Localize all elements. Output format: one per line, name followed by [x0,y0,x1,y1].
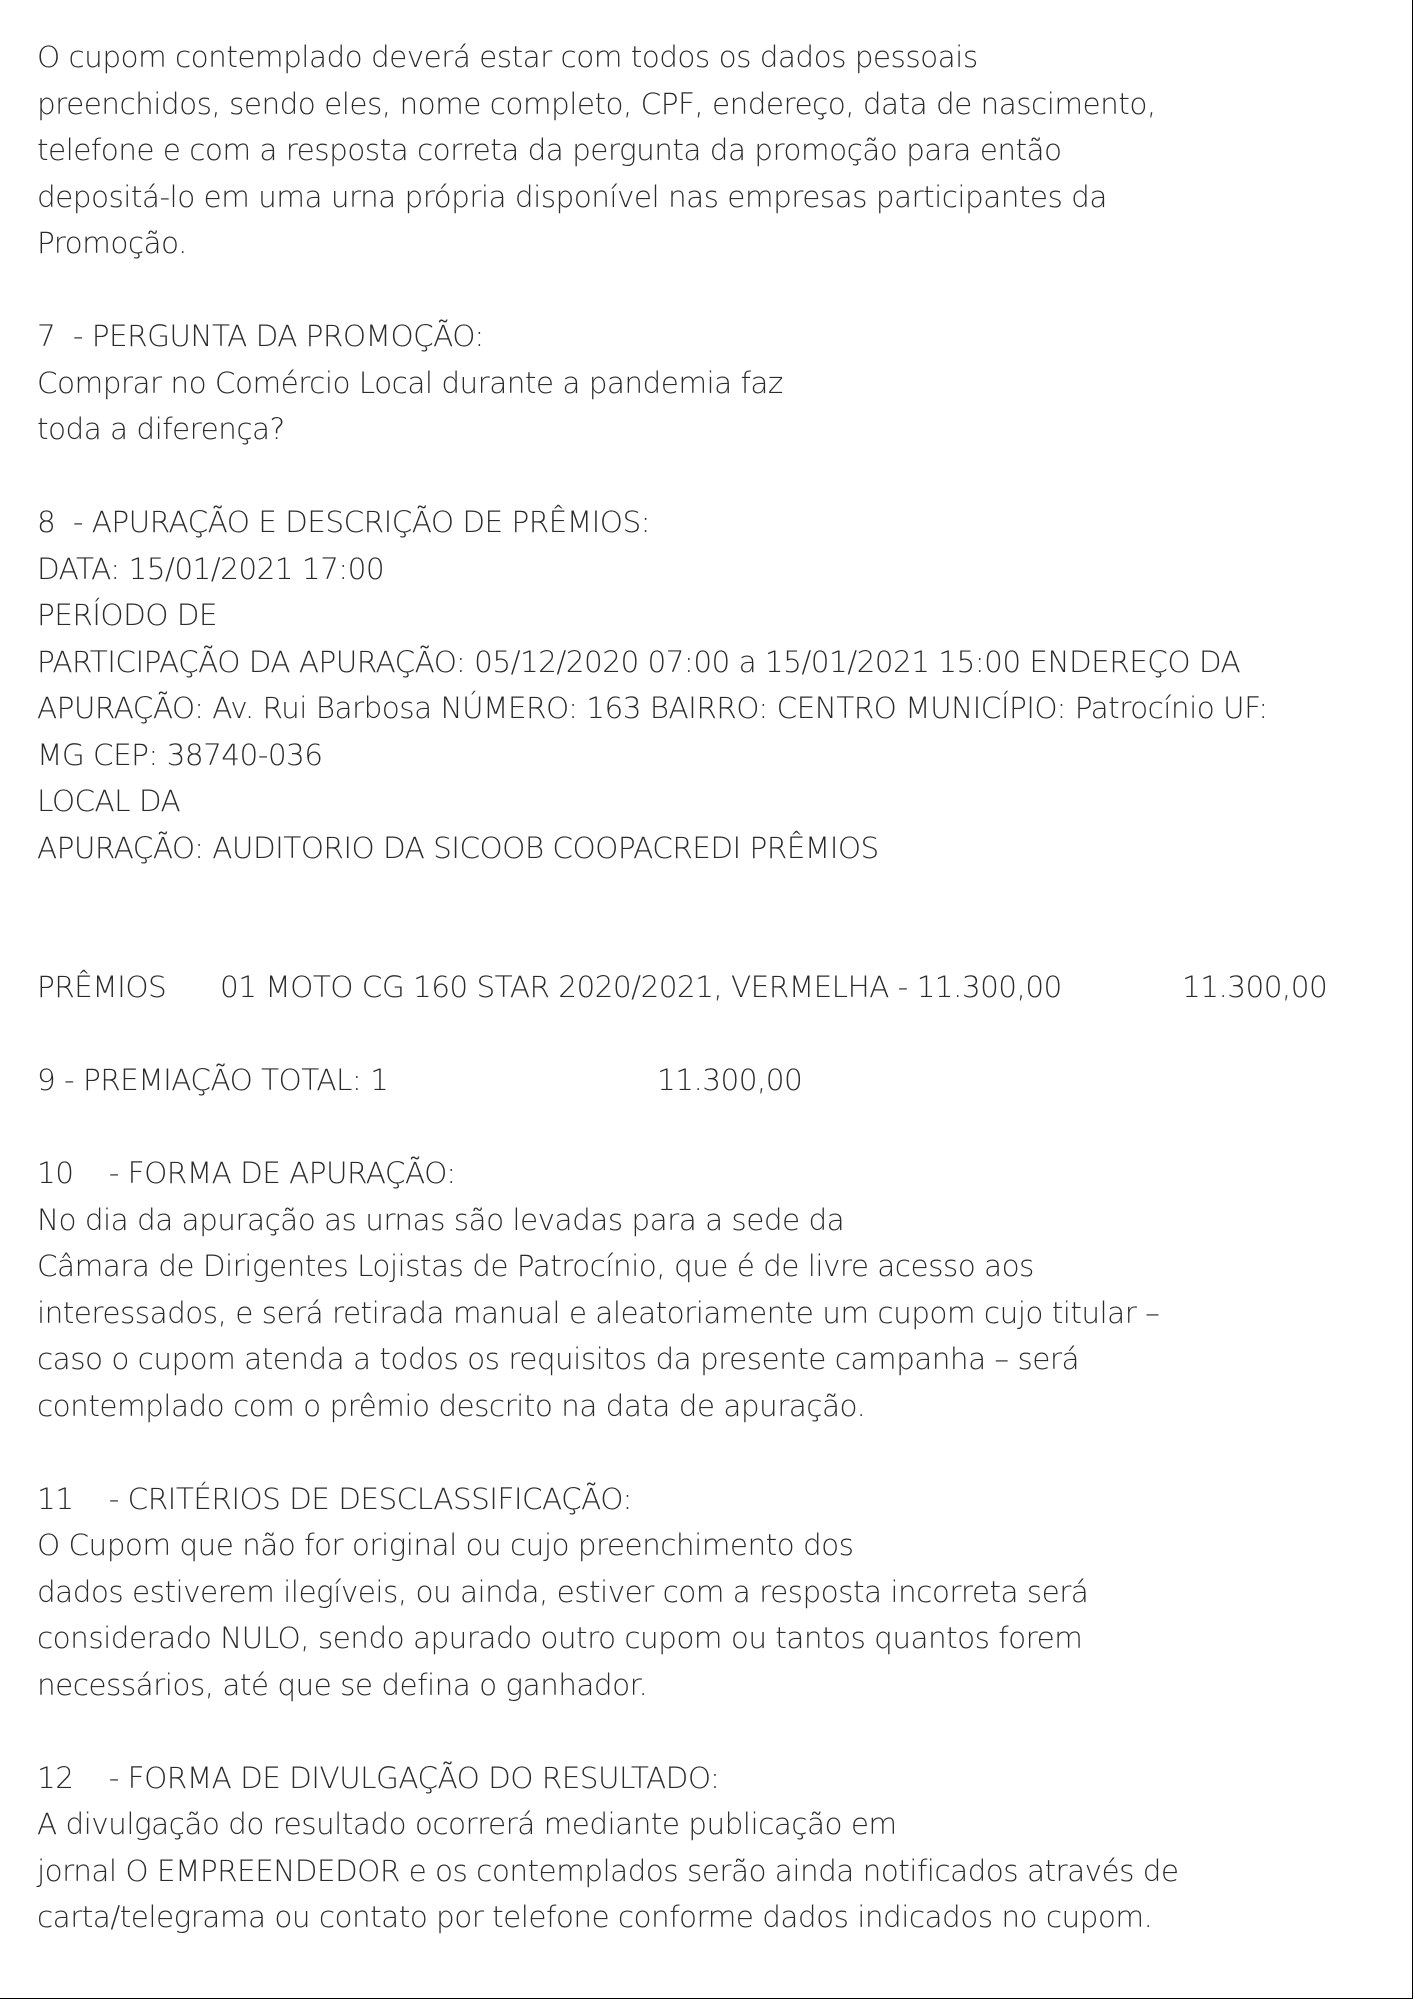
text-line: No dia da apuração as urnas são levadas para a sede da [37,1202,845,1237]
text-line: dados estiverem ilegíveis, ou ainda, estiver com a resposta incorreta será [37,1574,1089,1609]
text-line: jornal O EMPREENDEDOR e os contemplados serão ainda notificados através de [37,1853,1179,1888]
text-line: depositá-lo em uma urna própria disponível nas empresas participantes da [37,179,1107,214]
text-line: toda a diferença? [37,412,285,446]
text-line: interessados, e será retirada manual e aleatoriamente um cupom cujo titular – [37,1295,1160,1330]
text-line: considerado NULO, sendo apurado outro cupom ou tantos quantos forem [37,1621,1083,1655]
text-line: telefone e com a resposta correta da pergunta da promoção para então [37,133,1062,167]
text-line: APURAÇÃO: AUDITORIO DA SICOOB COOPACREDI PRÊMIOS [37,830,879,865]
text-line: LOCAL DA [37,784,181,818]
text-line: DATA: 15/01/2021 17:00 [37,551,385,586]
section-12 [37,1755,1397,1941]
prize-value: 11.300,00 [1182,970,1328,1004]
prize-description: 01 MOTO CG 160 STAR 2020/2021, VERMELHA - 11.300,00 [220,970,1062,1004]
text-line: PERÍODO DE [37,598,218,632]
text-line: carta/telegrama ou contato por telefone conforme dados indicados no cupom. [37,1900,1153,1934]
section-heading: 10 - FORMA DE APURAÇÃO: [37,1156,456,1190]
text-line: O Cupom que não for original ou cujo preenchimento dos [37,1528,854,1562]
text-line: caso o cupom atenda a todos os requisitos da presente campanha – será [37,1342,1079,1376]
document-body [37,34,1397,1941]
total-prize-value: 11.300,00 [657,1063,803,1097]
text-line: Comprar no Comércio Local durante a pandemia faz [37,365,783,400]
text-line: contemplado com o prêmio descrito na data de apuração. [37,1388,866,1423]
section-heading: 12 - FORMA DE DIVULGAÇÃO DO RESULTADO: [37,1760,720,1795]
text-line: APURAÇÃO: Av. Rui Barbosa NÚMERO: 163 BAIRRO: CENTRO MUNICÍPIO: Patrocínio UF: [37,691,1268,725]
prizes-label: PRÊMIOS [37,970,167,1004]
text-line: A divulgação do resultado ocorrerá mediante publicação em [37,1807,897,1841]
text-line: Promoção. [37,226,187,260]
total-prize-label: 9 - PREMIAÇÃO TOTAL: 1 [37,1063,389,1097]
section-10 [37,1150,1397,1429]
prizes-row [37,964,1397,1011]
section-heading: 11 - CRITÉRIOS DE DESCLASSIFICAÇÃO: [37,1481,632,1516]
section-heading: 7 - PERGUNTA DA PROMOÇÃO: [37,319,484,353]
section-11 [37,1476,1397,1709]
text-line: O cupom contemplado deverá estar com todos os dados pessoais [37,40,978,74]
text-line: necessários, até que se defina o ganhador. [37,1667,648,1702]
intro-paragraph [37,34,1397,267]
text-line: preenchidos, sendo eles, nome completo, CPF, endereço, data de nascimento, [37,86,1156,121]
section-heading: 8 - APURAÇÃO E DESCRIÇÃO DE PRÊMIOS: [37,505,651,539]
text-line: Câmara de Dirigentes Lojistas de Patrocínio, que é de livre acesso aos [37,1249,1034,1283]
total-prize-row [37,1057,1397,1104]
section-7 [37,313,1397,453]
section-8 [37,499,1397,871]
text-line: PARTICIPAÇÃO DA APURAÇÃO: 05/12/2020 07:00 a 15/01/2021 15:00 ENDEREÇO DA [37,644,1241,679]
text-line: MG CEP: 38740-036 [37,737,323,772]
